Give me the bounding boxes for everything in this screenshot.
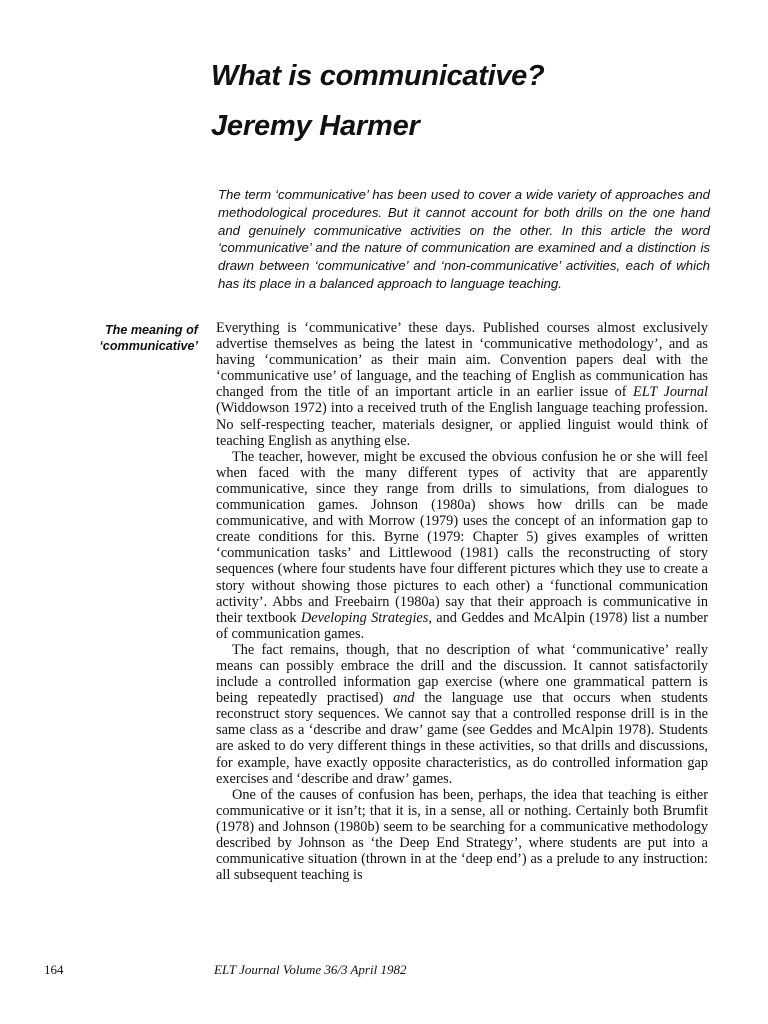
page-number: 164 xyxy=(44,962,64,977)
journal-footer: ELT Journal Volume 36/3 April 1982 xyxy=(214,962,407,977)
body-p3-text: The fact remains, though, that no description of what ‘communicative’ really means can possibly embrace the drill and the discussion. It cannot satisfactorily include a controlled information gap exercise (where one grammatical pattern is being repeatedly practised) xyxy=(216,641,708,707)
book-title-citation: Developing Strategies xyxy=(300,609,429,626)
journal-name-citation: ELT Journal xyxy=(633,384,708,401)
section-heading xyxy=(48,322,198,354)
section-heading-line-2: ‘communicative’ xyxy=(99,339,198,353)
section-heading-line-1: The meaning of xyxy=(104,323,198,337)
article-author: Jeremy Harmer xyxy=(211,110,420,142)
article-abstract: The term ‘communicative’ has been used to cover a wide variety of approaches and methodological procedures. But it cannot account for both drills on the one hand and genuinely communicative activities on the other. In this article the word ‘communicative’ and the nature of communication are examined and a distinction is drawn between ‘communicative’ and ‘non-communicative’ activities, each of which has its place in a balanced approach to language teaching. xyxy=(218,187,710,291)
article-title: What is communicative? xyxy=(211,60,545,92)
emphasis-and: and xyxy=(393,690,415,707)
body-p1-end: (Widdowson 1972) into a received truth of the English language teaching profession. No self-respecting teacher, materials designer, or applied linguist would think of teaching English as anything else. xyxy=(216,400,708,449)
body-p3-end: the language use that occurs when students reconstruct story sequences. We cannot say that a controlled response drill is in the same class as a ‘describe and draw’ game (see Geddes and McAlpin 1978). Students are asked to do very different things in these activities, so that drills and discussions, for example, have exactly opposite characteristics, as do controlled information gap exercises and ‘describe and draw’ games. xyxy=(216,690,708,787)
body-paragraph-3 xyxy=(216,642,708,787)
body-paragraph-4: One of the causes of confusion has been, perhaps, the idea that teaching is either communicative or it isn’t; that it is, in a sense, all or nothing. Certainly both Brumfit (1978) and Johnson (1980b) seem to be searching for a communicative methodology described by Johnson as ‘the Deep End Strategy’, where students are put into a communicative situation (thrown in at the ‘deep end’) as a prelude to any instruction: all subsequent teaching is xyxy=(216,786,708,884)
body-p1-text: Everything is ‘communicative’ these days. Published courses almost exclusively advertise themselves as being the latest in ‘communicative methodology’, and as having ‘communication’ as their main aim. Convention papers deal with the ‘communicative use’ of language, and the teaching of English as communication has changed from the title of an important article in an earlier issue of xyxy=(216,320,708,401)
body-paragraph-1 xyxy=(216,320,708,449)
body-p2-text: The teacher, however, might be excused the obvious confusion he or she will feel when faced with the many different types of activity that are apparently communicative, since they range from drills to simulations, from dialogues to communication games. Johnson (1980a) shows how drills can be made communicative, and with Morrow (1979) uses the concept of an information gap to create conditions for this. Byrne (1979: Chapter 5) gives examples of written ‘communication tasks’ and Littlewood (1981) calls the reconstructing of story sequences (where four students have four different pictures which they use to create a story without showing those pictures to each other) a ‘functional communication activity’. Abbs and Freebairn (1980a) say that their approach is communicative in their textbook xyxy=(216,448,708,626)
article-body xyxy=(216,320,708,883)
body-paragraph-2 xyxy=(216,449,708,642)
body-p2-end: , and Geddes and McAlpin (1978) list a number of communication games. xyxy=(216,609,708,642)
